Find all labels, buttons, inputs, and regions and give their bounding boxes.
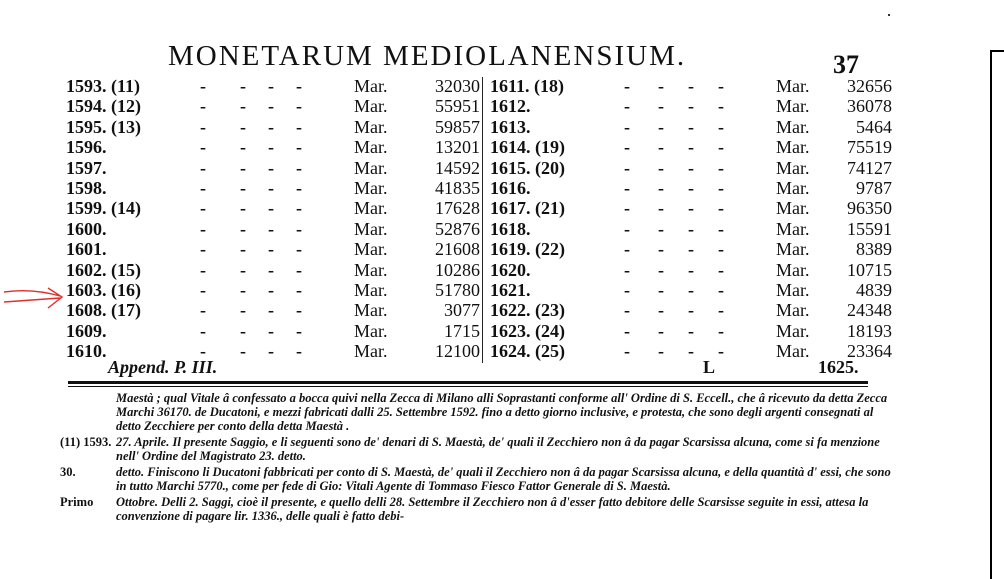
year-label: 1620.	[490, 259, 531, 280]
amount-value: 18193	[847, 320, 892, 341]
leader-dash: -	[624, 218, 630, 239]
amount-value: 14592	[435, 157, 480, 178]
leader-dash: -	[240, 76, 246, 96]
amount-value: 8389	[856, 239, 892, 260]
amount-value: 24348	[847, 300, 892, 321]
leader-dash: -	[240, 96, 246, 117]
year-label: 1617. (21)	[490, 198, 565, 219]
unit-label: Mar.	[354, 137, 388, 158]
table-row	[0, 76, 1000, 96]
amount-value: 55951	[435, 96, 480, 117]
leader-dash: -	[200, 280, 206, 300]
leader-dash: -	[688, 116, 694, 137]
amount-value: 3077	[444, 300, 480, 321]
year-label: 1599. (14)	[66, 198, 141, 219]
leader-dash: -	[296, 116, 302, 137]
leader-dash: -	[240, 259, 246, 280]
footnote	[60, 465, 900, 493]
leader-dash: -	[624, 320, 630, 341]
year-label: 1610.	[66, 341, 107, 362]
leader-dash: -	[296, 137, 302, 158]
year-label: 1596.	[66, 137, 107, 158]
leader-dash: -	[268, 280, 274, 300]
unit-label: Mar.	[354, 198, 388, 219]
amount-value: 36078	[847, 96, 892, 117]
year-label: 1595. (13)	[66, 116, 141, 137]
unit-label: Mar.	[354, 178, 388, 198]
thick-rule	[68, 381, 868, 384]
leader-dash: -	[200, 76, 206, 96]
leader-dash: -	[688, 96, 694, 117]
unit-label: Mar.	[776, 157, 810, 178]
leader-dash: -	[268, 259, 274, 280]
table-row	[0, 198, 1000, 218]
leader-dash: -	[624, 137, 630, 158]
amount-value: 17628	[435, 198, 480, 219]
leader-dash: -	[624, 239, 630, 260]
leader-dash: -	[624, 157, 630, 178]
page-number: 37	[833, 50, 859, 79]
leader-dash: -	[200, 218, 206, 239]
amount-value: 5464	[856, 116, 892, 137]
unit-label: Mar.	[354, 218, 388, 239]
leader-dash: -	[268, 320, 274, 341]
leader-dash: -	[688, 300, 694, 321]
year-label: 1622. (23)	[490, 300, 565, 321]
unit-label: Mar.	[776, 178, 810, 198]
amount-value: 96350	[847, 198, 892, 219]
leader-dash: -	[200, 178, 206, 198]
unit-label: Mar.	[354, 341, 388, 362]
leader-dash: -	[296, 198, 302, 219]
amount-value: 10286	[435, 259, 480, 280]
unit-label: Mar.	[776, 341, 810, 362]
table-row	[0, 260, 1000, 280]
unit-label: Mar.	[354, 320, 388, 341]
leader-dash: -	[624, 300, 630, 321]
leader-dash: -	[658, 300, 664, 321]
year-label: 1621.	[490, 280, 531, 300]
footnote	[60, 495, 900, 523]
leader-dash: -	[240, 218, 246, 239]
year-label: 1601.	[66, 239, 107, 260]
leader-dash: -	[240, 198, 246, 219]
leader-dash: -	[718, 76, 724, 96]
leader-dash: -	[268, 198, 274, 219]
leader-dash: -	[658, 320, 664, 341]
leader-dash: -	[718, 96, 724, 117]
amount-value: 51780	[435, 280, 480, 300]
year-label: 1609.	[66, 320, 107, 341]
footnote-text: Maestà ; qual Vitale â confessato a bocca quivi nella Zecca di Milano alli Soprastanti conforme all' Ordine di S. Eccell., che â ricevuto da detta Zecca Marchi 36170. de Ducatoni, e mezzi fabricati dalli 25. Settembre 1592. fino a detto giorno inclusive, e protesta, che sono degli argenti consegnati al detto Zecchiere per conto della detta Maestà .	[116, 391, 888, 433]
leader-dash: -	[240, 157, 246, 178]
leader-dash: -	[296, 76, 302, 96]
amount-value: 74127	[847, 157, 892, 178]
leader-dash: -	[200, 239, 206, 260]
unit-label: Mar.	[776, 300, 810, 321]
page-frame-top	[990, 50, 1004, 52]
table-row	[0, 280, 1000, 300]
leader-dash: -	[658, 259, 664, 280]
leader-dash: -	[624, 341, 630, 362]
leader-dash: -	[296, 259, 302, 280]
amount-value: 4839	[856, 280, 892, 300]
unit-label: Mar.	[776, 239, 810, 260]
amount-value: 10715	[847, 259, 892, 280]
amount-value: 52876	[435, 218, 480, 239]
table-row	[0, 300, 1000, 320]
leader-dash: -	[718, 300, 724, 321]
leader-dash: -	[658, 218, 664, 239]
leader-dash: -	[200, 341, 206, 362]
leader-dash: -	[200, 157, 206, 178]
year-label: 1600.	[66, 218, 107, 239]
year-label: 1613.	[490, 116, 531, 137]
leader-dash: -	[240, 137, 246, 158]
leader-dash: -	[268, 178, 274, 198]
amount-value: 9787	[856, 178, 892, 198]
leader-dash: -	[718, 280, 724, 300]
footnote-number: 30.	[60, 465, 76, 479]
appendix-label: Append. P. III.	[108, 357, 218, 377]
page-title: MONETARUM MEDIOLANENSIUM.	[168, 40, 687, 72]
leader-dash: -	[240, 178, 246, 198]
leader-dash: -	[268, 218, 274, 239]
leader-dash: -	[296, 320, 302, 341]
red-arrow-annotation	[2, 284, 66, 312]
footnotes	[60, 391, 900, 525]
leader-dash: -	[718, 116, 724, 137]
year-label: 1615. (20)	[490, 157, 565, 178]
table-row	[0, 96, 1000, 116]
unit-label: Mar.	[354, 157, 388, 178]
footnote	[60, 391, 900, 433]
amount-value: 21608	[435, 239, 480, 260]
leader-dash: -	[688, 198, 694, 219]
leader-dash: -	[658, 96, 664, 117]
leader-dash: -	[296, 239, 302, 260]
amount-value: 12100	[435, 341, 480, 362]
leader-dash: -	[296, 280, 302, 300]
leader-dash: -	[624, 198, 630, 219]
leader-dash: -	[688, 259, 694, 280]
leader-dash: -	[688, 137, 694, 158]
leader-dash: -	[718, 341, 724, 362]
amount-value: 15591	[847, 218, 892, 239]
unit-label: Mar.	[776, 280, 810, 300]
leader-dash: -	[268, 341, 274, 362]
leader-dash: -	[658, 280, 664, 300]
footnote-text: Ottobre. Delli 2. Saggi, cioè il presente, e quello delli 28. Settembre il Zecchiero non â d'esser fatto debitore delle Scarsisse seguite in essi, attesa la convenzione di pagare lir. 1336., delle quali è fatto debi-	[116, 495, 869, 523]
leader-dash: -	[200, 300, 206, 321]
leader-dash: -	[688, 178, 694, 198]
unit-label: Mar.	[354, 259, 388, 280]
leader-dash: -	[240, 239, 246, 260]
unit-label: Mar.	[776, 320, 810, 341]
unit-label: Mar.	[776, 218, 810, 239]
leader-dash: -	[268, 300, 274, 321]
leader-dash: -	[658, 198, 664, 219]
year-label: 1616.	[490, 178, 531, 198]
year-label: 1608. (17)	[66, 300, 141, 321]
unit-label: Mar.	[776, 259, 810, 280]
leader-dash: -	[296, 178, 302, 198]
unit-label: Mar.	[354, 239, 388, 260]
leader-dash: -	[268, 76, 274, 96]
amount-value: 13201	[435, 137, 480, 158]
amount-value: 23364	[847, 341, 892, 362]
leader-dash: -	[688, 341, 694, 362]
unit-label: Mar.	[776, 116, 810, 137]
unit-label: Mar.	[776, 137, 810, 158]
leader-dash: -	[688, 76, 694, 96]
leader-dash: -	[296, 96, 302, 117]
year-label: 1602. (15)	[66, 259, 141, 280]
leader-dash: -	[200, 116, 206, 137]
leader-dash: -	[624, 280, 630, 300]
leader-dash: -	[624, 96, 630, 117]
table-row	[0, 117, 1000, 137]
appendix-letter: L	[703, 357, 716, 377]
leader-dash: -	[240, 280, 246, 300]
leader-dash: -	[268, 116, 274, 137]
leader-dash: -	[296, 218, 302, 239]
footnote-text: detto. Finiscono li Ducatoni fabbricati per conto di S. Maestà, de' quali il Zecchiero non â da pagar Scarsissa alcuna, e della quantità d' essi, che sono in tutto Marchi 5770., come per fede di Gio: Vitali Agente di Tommaso Fiesco Fattor Generale di S. Maestà.	[116, 465, 891, 493]
leader-dash: -	[268, 157, 274, 178]
year-label: 1598.	[66, 178, 107, 198]
leader-dash: -	[718, 157, 724, 178]
year-label: 1603. (16)	[66, 280, 141, 300]
footnote-number: Primo	[60, 495, 94, 509]
table-row	[0, 137, 1000, 157]
amount-value: 41835	[435, 178, 480, 198]
leader-dash: -	[240, 320, 246, 341]
unit-label: Mar.	[354, 280, 388, 300]
leader-dash: -	[658, 76, 664, 96]
leader-dash: -	[624, 178, 630, 198]
unit-label: Mar.	[354, 76, 388, 96]
leader-dash: -	[624, 76, 630, 96]
unit-label: Mar.	[776, 96, 810, 117]
amount-value: 1715	[444, 320, 480, 341]
leader-dash: -	[718, 320, 724, 341]
year-label: 1597.	[66, 157, 107, 178]
leader-dash: -	[624, 116, 630, 137]
leader-dash: -	[268, 137, 274, 158]
leader-dash: -	[688, 239, 694, 260]
leader-dash: -	[296, 157, 302, 178]
leader-dash: -	[688, 218, 694, 239]
amount-value: 59857	[435, 116, 480, 137]
year-label: 1611. (18)	[490, 76, 564, 96]
leader-dash: -	[658, 116, 664, 137]
unit-label: Mar.	[354, 116, 388, 137]
unit-label: Mar.	[354, 96, 388, 117]
leader-dash: -	[688, 320, 694, 341]
leader-dash: -	[240, 341, 246, 362]
appendix-year: 1625.	[818, 357, 859, 377]
table-row	[0, 178, 1000, 198]
leader-dash: -	[658, 157, 664, 178]
leader-dash: -	[718, 198, 724, 219]
unit-label: Mar.	[776, 76, 810, 96]
leader-dash: -	[200, 320, 206, 341]
leader-dash: -	[658, 341, 664, 362]
year-label: 1624. (25)	[490, 341, 565, 362]
table-row	[0, 321, 1000, 341]
leader-dash: -	[658, 137, 664, 158]
leader-dash: -	[718, 259, 724, 280]
leader-dash: -	[200, 259, 206, 280]
leader-dash: -	[200, 96, 206, 117]
leader-dash: -	[624, 259, 630, 280]
leader-dash: -	[200, 137, 206, 158]
speck	[888, 14, 890, 16]
unit-label: Mar.	[776, 198, 810, 219]
leader-dash: -	[688, 157, 694, 178]
leader-dash: -	[688, 280, 694, 300]
thin-rule	[68, 386, 868, 387]
leader-dash: -	[296, 341, 302, 362]
amount-value: 32656	[847, 76, 892, 96]
leader-dash: -	[240, 116, 246, 137]
leader-dash: -	[658, 239, 664, 260]
leader-dash: -	[268, 239, 274, 260]
table-row	[0, 239, 1000, 259]
leader-dash: -	[718, 218, 724, 239]
footnote-number: (11) 1593.	[60, 435, 112, 449]
leader-dash: -	[240, 300, 246, 321]
year-label: 1623. (24)	[490, 320, 565, 341]
footnote	[60, 435, 900, 463]
year-label: 1612.	[490, 96, 531, 117]
leader-dash: -	[718, 137, 724, 158]
year-label: 1594. (12)	[66, 96, 141, 117]
year-label: 1619. (22)	[490, 239, 565, 260]
leader-dash: -	[200, 198, 206, 219]
year-label: 1614. (19)	[490, 137, 565, 158]
footnote-text: 27. Aprile. Il presente Saggio, e li seguenti sono de' denari di S. Maestà, de' quali il Zecchiero non â da pagar Scarsissa alcuna, come si fa menzione nell' Ordine del Magistrato 23. detto.	[116, 435, 880, 463]
column-divider	[482, 77, 483, 363]
unit-label: Mar.	[354, 300, 388, 321]
leader-dash: -	[718, 178, 724, 198]
amount-value: 32030	[435, 76, 480, 96]
table-row	[0, 158, 1000, 178]
amount-value: 75519	[847, 137, 892, 158]
leader-dash: -	[268, 96, 274, 117]
leader-dash: -	[718, 239, 724, 260]
leader-dash: -	[658, 178, 664, 198]
year-label: 1618.	[490, 218, 531, 239]
leader-dash: -	[296, 300, 302, 321]
year-label: 1593. (11)	[66, 76, 140, 96]
table-row	[0, 219, 1000, 239]
